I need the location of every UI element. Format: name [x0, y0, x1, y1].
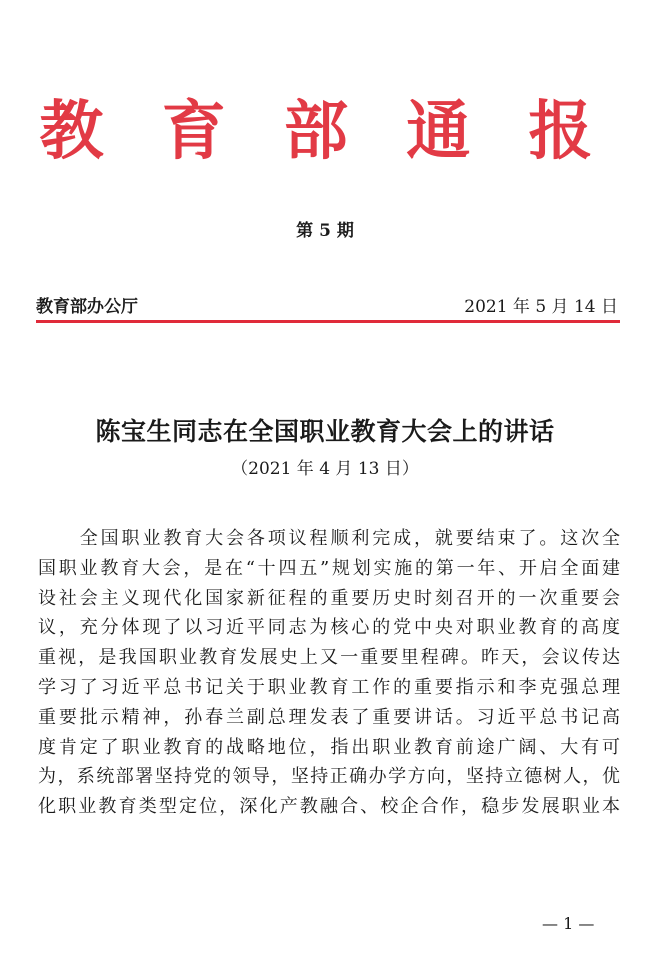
masthead-title: 教 育 部 通 报 — [39, 94, 611, 169]
issue-number: 第 5 期 — [296, 221, 354, 241]
article-date: （2021 年 4 月 13 日） — [231, 459, 419, 479]
article-title: 陈宝生同志在全国职业教育大会上的讲话 — [95, 417, 555, 446]
body-line: 国职业教育大会，是在“十四五”规划实施的第一年、开启全面建 — [38, 557, 620, 579]
body-line: 学习了习近平总书记关于职业教育工作的重要指示和李克强总理 — [38, 676, 620, 698]
body-line: 全国职业教育大会各项议程顺利完成，就要结束了。这次全 — [38, 528, 620, 549]
article-body — [38, 524, 620, 822]
meta-row — [36, 292, 618, 318]
body-line: 度肯定了职业教育的战略地位，指出职业教育前途广阔、大有可 — [38, 736, 620, 758]
body-line: 议，充分体现了以习近平同志为核心的党中央对职业教育的高度 — [38, 617, 620, 639]
body-line: 设社会主义现代化国家新征程的重要历史时刻召开的一次重要会 — [38, 587, 620, 609]
issuing-office: 教育部办公厅 — [36, 297, 138, 317]
page-number: — 1 — — [542, 914, 595, 933]
issue-date: 2021 年 5 月 14 日 — [464, 297, 618, 317]
body-line: 重要批示精神，孙春兰副总理发表了重要讲话。习近平总书记高 — [38, 706, 620, 728]
body-line: 化职业教育类型定位，深化产教融合、校企合作，稳步发展职业本 — [38, 796, 620, 818]
red-divider-line — [36, 320, 620, 323]
body-line: 为，系统部署坚持党的领导，坚持正确办学方向，坚持立德树人，优 — [38, 766, 620, 788]
body-line: 重视，是我国职业教育发展史上又一重要里程碑。昨天，会议传达 — [38, 647, 620, 669]
